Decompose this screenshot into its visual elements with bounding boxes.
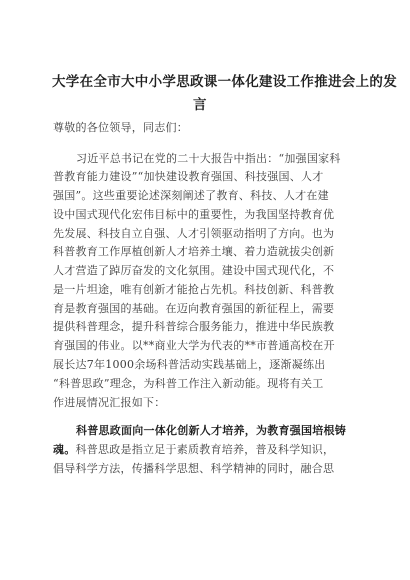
section-heading-end: 魂。	[53, 443, 76, 456]
salutation: 尊敬的各位领导，同志们：	[53, 121, 188, 134]
paragraph-line: 科普思政是指立足于素质教育培养，普及科学知识，	[75, 443, 335, 456]
section-heading-continuation	[53, 443, 334, 457]
paragraph-line: 先发展、科技自立自强、人才引领驱动指明了方向。也为	[53, 227, 335, 240]
paragraph-line: 是一片坦途，唯有创新才能抢占先机。科技创新、科普教	[53, 283, 335, 296]
paragraph-line: 展长达7年1000余场科普活动实践基础上，逐渐凝练出	[53, 358, 326, 371]
paragraph-line: 倡导科学方法，传播科学思想、科学精神的同时，融合思	[53, 462, 335, 475]
paragraph-line: 提供科普理念，提升科普综合服务能力，推进中华民族教	[53, 320, 335, 333]
paragraph-line: 科普教育工作厚植创新人才培养土壤、着力造就拔尖创新	[53, 245, 335, 258]
paragraph-line: 作进展情况汇报如下：	[53, 396, 166, 409]
document-title: 大学在全市大中小学思政课一体化建设工作推进会上的发	[52, 74, 397, 90]
paragraph-line: 普教育能力建设”“加快建设教育强国、科技强国、人才	[53, 170, 324, 183]
paragraph-line: 设中国式现代化宏伟目标中的重要性，为我国坚持教育优	[53, 208, 335, 221]
document-title-continuation: 言	[193, 97, 207, 113]
paragraph-line: 人才营造了踔厉奋发的文化氛围。建设中国式现代化，不	[53, 264, 335, 277]
section-heading: 科普思政面向一体化创新人才培养，为教育强国培根铸	[76, 424, 346, 437]
paragraph-line: “科普思政”理念，为科普工作注入新动能。现将有关工	[53, 377, 324, 390]
paragraph-line: 强国”。这些重要论述深刻阐述了教育、科技、人才在建	[53, 189, 329, 202]
paragraph-line: 育强国的伟业。以**商业大学为代表的**市普通高校在开	[53, 339, 335, 352]
paragraph-line: 习近平总书记在党的二十大报告中指出：“加强国家科	[76, 152, 341, 165]
paragraph-line: 育是教育强国的基础。在迈向教育强国的新征程上，需要	[53, 302, 335, 315]
